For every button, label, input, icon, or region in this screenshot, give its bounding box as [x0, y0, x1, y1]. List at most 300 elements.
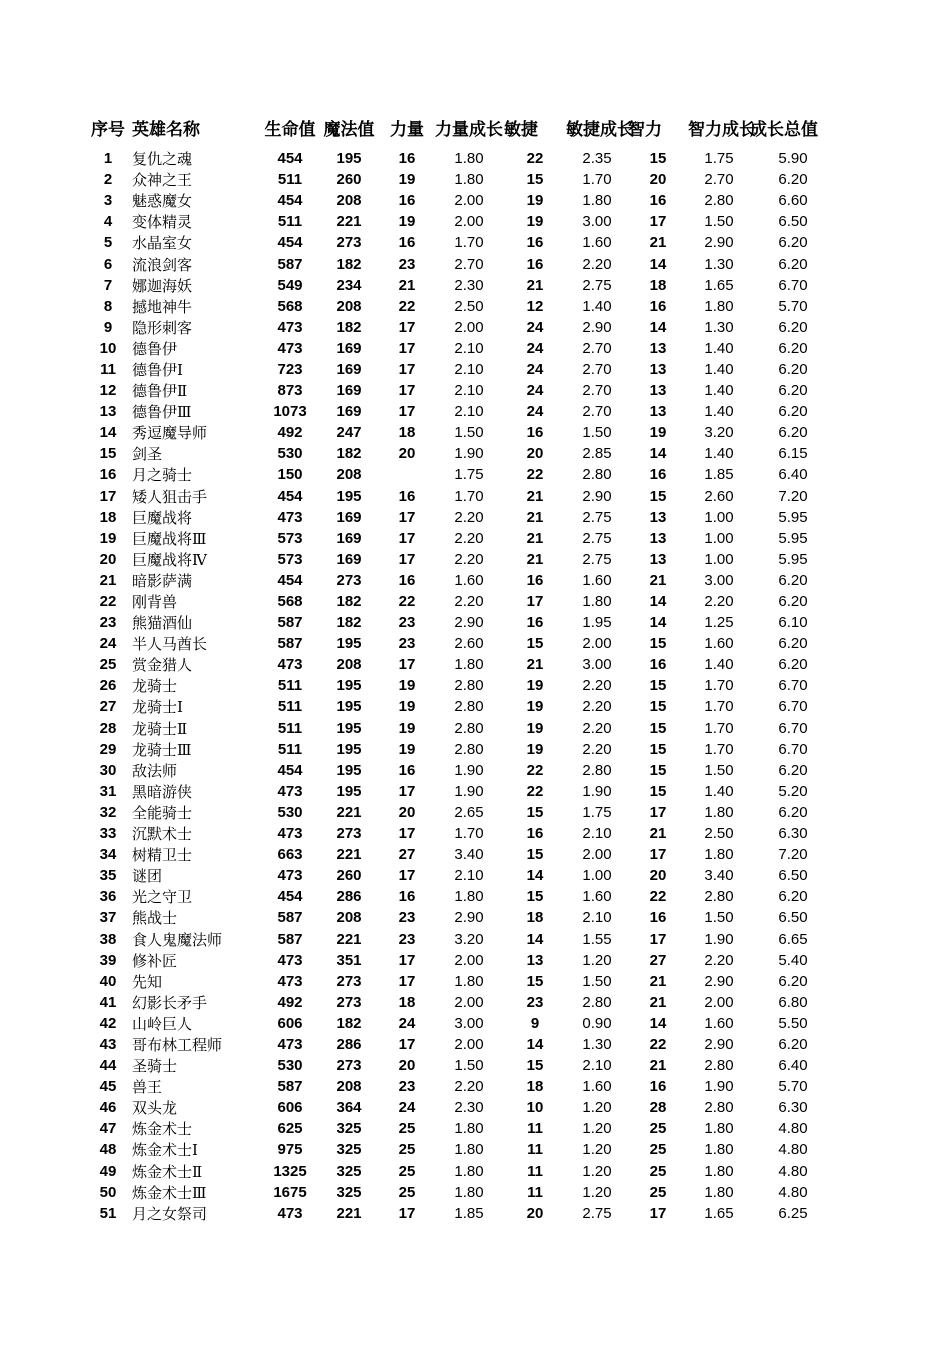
cell-hp: 454	[277, 761, 303, 779]
cell-mana: 273	[336, 825, 362, 843]
cell-agility: 16	[526, 614, 544, 632]
cell-intelligence-growth: 1.90	[704, 930, 734, 948]
cell-mana: 195	[336, 740, 362, 758]
cell-intelligence: 25	[649, 1120, 667, 1138]
table-row	[88, 907, 836, 928]
cell-strength-growth: 2.10	[454, 867, 484, 885]
cell-intelligence: 16	[649, 297, 667, 315]
cell-hp: 473	[277, 782, 303, 800]
cell-agility-growth: 1.20	[582, 1120, 612, 1138]
cell-hp: 625	[277, 1120, 303, 1138]
cell-strength: 17	[398, 529, 416, 547]
cell-index: 15	[99, 445, 117, 463]
cell-index: 22	[99, 593, 117, 611]
cell-hero-name: 秀逗魔导师	[132, 424, 208, 443]
cell-agility-growth: 2.70	[582, 339, 612, 357]
cell-hp: 150	[277, 466, 303, 484]
cell-agility: 21	[526, 529, 544, 547]
cell-intelligence-growth: 2.00	[704, 993, 734, 1011]
cell-hero-name: 敌法师	[132, 761, 178, 780]
cell-hero-name: 山岭巨人	[132, 1014, 193, 1033]
cell-agility-growth: 1.50	[582, 972, 612, 990]
cell-strength: 20	[398, 803, 416, 821]
cell-agility: 20	[526, 445, 544, 463]
cell-agility-growth: 2.10	[582, 825, 612, 843]
table-row	[88, 549, 836, 570]
cell-hp: 587	[277, 930, 303, 948]
cell-index: 30	[99, 761, 117, 779]
cell-strength: 17	[398, 782, 416, 800]
cell-intelligence-growth: 1.85	[704, 466, 734, 484]
cell-mana: 195	[336, 719, 362, 737]
cell-intelligence-growth: 1.60	[704, 635, 734, 653]
cell-hp: 723	[277, 360, 303, 378]
cell-intelligence-growth: 1.00	[704, 508, 734, 526]
cell-agility-growth: 2.75	[582, 508, 612, 526]
cell-intelligence: 17	[649, 846, 667, 864]
cell-intelligence: 17	[649, 1204, 667, 1222]
cell-index: 50	[99, 1183, 117, 1201]
cell-mana: 182	[336, 614, 362, 632]
cell-strength-growth: 1.90	[454, 761, 484, 779]
cell-agility: 11	[527, 1120, 543, 1138]
cell-intelligence-growth: 1.70	[704, 740, 734, 758]
cell-strength-growth: 2.65	[454, 803, 484, 821]
cell-agility-growth: 1.80	[582, 192, 612, 210]
cell-intelligence: 13	[649, 508, 667, 526]
cell-hero-name: 兽王	[132, 1078, 163, 1097]
cell-strength: 19	[398, 677, 416, 695]
cell-index: 48	[99, 1141, 117, 1159]
cell-strength-growth: 2.60	[454, 635, 484, 653]
cell-total-growth: 6.20	[778, 888, 808, 906]
cell-mana: 208	[336, 656, 362, 674]
cell-strength-growth: 2.00	[454, 951, 484, 969]
cell-hero-name: 水晶室女	[132, 234, 193, 253]
cell-hero-name: 圣骑士	[132, 1057, 178, 1076]
cell-intelligence: 13	[649, 529, 667, 547]
cell-index: 18	[99, 508, 117, 526]
cell-intelligence-growth: 1.80	[704, 1141, 734, 1159]
cell-index: 20	[99, 550, 117, 568]
table-row	[88, 359, 836, 380]
table-row	[88, 992, 836, 1013]
cell-intelligence-growth: 1.90	[704, 1078, 734, 1096]
cell-agility-growth: 2.00	[582, 846, 612, 864]
cell-strength: 17	[398, 1204, 416, 1222]
cell-intelligence: 15	[649, 740, 667, 758]
cell-intelligence: 15	[649, 761, 667, 779]
cell-agility: 24	[526, 403, 544, 421]
cell-hero-name: 暗影萨满	[132, 571, 193, 590]
cell-intelligence: 15	[649, 150, 667, 168]
table-row	[88, 823, 836, 844]
cell-total-growth: 6.30	[778, 825, 808, 843]
cell-agility-growth: 1.55	[582, 930, 612, 948]
cell-strength-growth: 2.70	[454, 255, 484, 273]
cell-index: 29	[99, 740, 117, 758]
cell-mana: 169	[336, 550, 362, 568]
cell-agility: 22	[526, 466, 544, 484]
cell-intelligence: 21	[649, 1057, 667, 1075]
cell-hero-name: 变体精灵	[132, 213, 193, 232]
cell-intelligence-growth: 1.80	[704, 1183, 734, 1201]
cell-intelligence: 14	[649, 593, 667, 611]
cell-hero-name: 矮人狙击手	[132, 487, 208, 506]
cell-agility: 10	[526, 1099, 544, 1117]
cell-hp: 573	[277, 550, 303, 568]
cell-agility: 24	[526, 318, 544, 336]
cell-mana: 195	[336, 761, 362, 779]
cell-hero-name: 月之骑士	[132, 466, 193, 485]
cell-total-growth: 6.20	[778, 761, 808, 779]
cell-strength-growth: 1.80	[454, 171, 484, 189]
cell-total-growth: 5.95	[778, 529, 808, 547]
cell-intelligence-growth: 2.80	[704, 192, 734, 210]
cell-index: 35	[99, 867, 117, 885]
cell-index: 13	[99, 403, 117, 421]
cell-strength: 24	[398, 1014, 416, 1032]
cell-intelligence: 15	[649, 677, 667, 695]
cell-strength: 17	[398, 382, 416, 400]
cell-total-growth: 6.25	[778, 1204, 808, 1222]
cell-hp: 975	[277, 1141, 303, 1159]
cell-index: 44	[99, 1057, 117, 1075]
cell-hero-name: 哥布林工程师	[132, 1035, 223, 1054]
cell-mana: 195	[336, 150, 362, 168]
cell-intelligence: 21	[649, 234, 667, 252]
cell-mana: 208	[336, 192, 362, 210]
cell-agility: 11	[527, 1183, 543, 1201]
cell-hero-name: 食人鬼魔法师	[132, 930, 223, 949]
cell-strength-growth: 2.10	[454, 403, 484, 421]
cell-total-growth: 6.70	[778, 719, 808, 737]
cell-hero-name: 隐形刺客	[132, 318, 193, 337]
table-row	[88, 844, 836, 865]
cell-index: 43	[99, 1035, 117, 1053]
cell-total-growth: 6.80	[778, 993, 808, 1011]
cell-agility-growth: 1.60	[582, 571, 612, 589]
table-row	[88, 1161, 836, 1182]
cell-strength-growth: 2.00	[454, 1035, 484, 1053]
cell-strength: 16	[398, 150, 416, 168]
table-row	[88, 296, 836, 317]
cell-agility-growth: 1.20	[582, 1183, 612, 1201]
cell-mana: 273	[336, 993, 362, 1011]
cell-intelligence-growth: 1.70	[704, 719, 734, 737]
cell-hero-name: 月之女祭司	[132, 1204, 208, 1223]
cell-total-growth: 4.80	[778, 1120, 808, 1138]
cell-hero-name: 树精卫士	[132, 846, 193, 865]
cell-strength: 16	[398, 761, 416, 779]
table-row	[88, 1055, 836, 1076]
table-row	[88, 443, 836, 464]
cell-strength-growth: 2.00	[454, 993, 484, 1011]
cell-intelligence-growth: 2.80	[704, 1099, 734, 1117]
cell-total-growth: 6.20	[778, 424, 808, 442]
cell-index: 42	[99, 1014, 117, 1032]
cell-mana: 221	[336, 1204, 362, 1222]
cell-agility: 16	[526, 234, 544, 252]
table-row	[88, 865, 836, 886]
cell-agility: 24	[526, 382, 544, 400]
cell-hp: 606	[277, 1014, 303, 1032]
cell-mana: 208	[336, 466, 362, 484]
cell-intelligence-growth: 1.40	[704, 445, 734, 463]
cell-mana: 273	[336, 972, 362, 990]
cell-index: 11	[100, 360, 116, 378]
cell-agility-growth: 2.85	[582, 445, 612, 463]
table-row	[88, 232, 836, 253]
cell-hero-name: 光之守卫	[132, 888, 193, 907]
cell-mana: 208	[336, 1078, 362, 1096]
cell-strength: 17	[398, 972, 416, 990]
cell-hp: 587	[277, 909, 303, 927]
cell-intelligence-growth: 1.40	[704, 339, 734, 357]
table-row	[88, 760, 836, 781]
cell-index: 17	[99, 487, 117, 505]
hero-stats-sheet	[88, 114, 838, 1224]
cell-index: 26	[99, 677, 117, 695]
cell-hp: 473	[277, 825, 303, 843]
cell-hp: 1325	[273, 1162, 307, 1180]
cell-hero-name: 炼金术士	[132, 1120, 193, 1139]
cell-hero-name: 全能骑士	[132, 803, 193, 822]
cell-index: 28	[99, 719, 117, 737]
cell-agility-growth: 2.70	[582, 360, 612, 378]
cell-agility: 14	[526, 1035, 544, 1053]
cell-agility-growth: 1.80	[582, 593, 612, 611]
cell-strength: 24	[398, 1099, 416, 1117]
table-row	[88, 338, 836, 359]
cell-intelligence: 14	[649, 1014, 667, 1032]
cell-total-growth: 4.80	[778, 1162, 808, 1180]
cell-hero-name: 巨魔战将Ⅲ	[132, 529, 207, 548]
table-row	[88, 317, 836, 338]
cell-strength-growth: 2.30	[454, 1099, 484, 1117]
cell-intelligence-growth: 1.80	[704, 297, 734, 315]
hero-stats-table	[88, 114, 836, 1224]
cell-hero-name: 龙骑士Ⅱ	[132, 719, 188, 738]
cell-agility-growth: 2.80	[582, 466, 612, 484]
cell-agility-growth: 1.50	[582, 424, 612, 442]
column-header-strength: 力量	[390, 119, 424, 139]
cell-agility-growth: 1.20	[582, 1099, 612, 1117]
cell-mana: 273	[336, 1057, 362, 1075]
cell-hp: 568	[277, 297, 303, 315]
cell-agility: 23	[526, 993, 544, 1011]
cell-hero-name: 赏金猎人	[132, 656, 193, 675]
cell-mana: 182	[336, 593, 362, 611]
cell-agility-growth: 1.75	[582, 803, 612, 821]
cell-agility: 17	[526, 593, 544, 611]
table-row	[88, 401, 836, 422]
cell-intelligence: 21	[649, 571, 667, 589]
cell-intelligence: 16	[649, 192, 667, 210]
cell-agility: 15	[526, 846, 544, 864]
cell-hp: 511	[277, 171, 303, 189]
cell-agility-growth: 1.60	[582, 234, 612, 252]
cell-intelligence-growth: 1.40	[704, 360, 734, 378]
cell-hero-name: 娜迦海妖	[132, 276, 193, 295]
cell-strength-growth: 2.80	[454, 677, 484, 695]
cell-strength-growth: 1.50	[454, 1057, 484, 1075]
cell-strength-growth: 1.50	[454, 424, 484, 442]
cell-mana: 234	[336, 276, 362, 294]
cell-index: 41	[99, 993, 117, 1011]
cell-index: 5	[103, 234, 113, 252]
cell-hero-name: 龙骑士	[132, 677, 178, 696]
cell-intelligence: 25	[649, 1162, 667, 1180]
cell-hp: 530	[277, 803, 303, 821]
cell-hero-name: 炼金术士Ⅲ	[132, 1183, 207, 1202]
cell-intelligence: 14	[649, 614, 667, 632]
cell-index: 27	[99, 698, 117, 716]
cell-index: 46	[99, 1099, 117, 1117]
cell-mana: 351	[336, 951, 362, 969]
cell-agility: 21	[526, 487, 544, 505]
cell-hero-name: 沉默术士	[132, 825, 193, 844]
cell-agility: 24	[526, 360, 544, 378]
cell-hp: 473	[277, 972, 303, 990]
cell-strength: 22	[398, 297, 416, 315]
table-row	[88, 1203, 836, 1224]
cell-total-growth: 6.20	[778, 593, 808, 611]
cell-mana: 273	[336, 571, 362, 589]
cell-hero-name: 谜团	[132, 867, 163, 886]
cell-index: 39	[99, 951, 117, 969]
cell-agility-growth: 1.40	[582, 297, 612, 315]
cell-intelligence: 14	[649, 445, 667, 463]
cell-strength: 17	[398, 508, 416, 526]
cell-strength-growth: 3.00	[454, 1014, 484, 1032]
cell-strength-growth: 2.00	[454, 213, 484, 231]
cell-index: 10	[99, 339, 117, 357]
cell-agility-growth: 1.00	[582, 867, 612, 885]
cell-intelligence-growth: 1.30	[704, 255, 734, 273]
cell-strength: 20	[398, 1057, 416, 1075]
cell-index: 23	[99, 614, 117, 632]
cell-agility: 21	[526, 276, 544, 294]
cell-intelligence: 25	[649, 1141, 667, 1159]
cell-hp: 473	[277, 867, 303, 885]
cell-strength-growth: 1.80	[454, 1183, 484, 1201]
cell-strength: 23	[398, 635, 416, 653]
cell-strength: 18	[398, 993, 416, 1011]
cell-agility: 9	[530, 1014, 540, 1032]
cell-total-growth: 6.20	[778, 171, 808, 189]
cell-intelligence-growth: 2.20	[704, 593, 734, 611]
cell-total-growth: 6.20	[778, 339, 808, 357]
table-row	[88, 802, 836, 823]
cell-hero-name: 先知	[132, 972, 163, 991]
cell-agility: 15	[526, 171, 544, 189]
column-header-index: 序号	[91, 119, 125, 139]
cell-agility: 11	[527, 1162, 543, 1180]
table-row	[88, 1118, 836, 1139]
cell-total-growth: 6.50	[778, 867, 808, 885]
cell-agility: 19	[526, 740, 544, 758]
cell-hero-name: 德鲁伊	[132, 339, 178, 358]
cell-intelligence-growth: 1.40	[704, 382, 734, 400]
cell-intelligence-growth: 1.60	[704, 1014, 734, 1032]
cell-strength: 17	[398, 339, 416, 357]
cell-total-growth: 6.20	[778, 382, 808, 400]
cell-intelligence: 15	[649, 719, 667, 737]
cell-agility: 11	[527, 1141, 543, 1159]
table-row	[88, 781, 836, 802]
cell-index: 25	[99, 656, 117, 674]
cell-agility: 22	[526, 761, 544, 779]
cell-hero-name: 黑暗游侠	[132, 782, 193, 801]
cell-hero-name: 熊战士	[132, 909, 178, 928]
cell-hp: 549	[277, 276, 303, 294]
cell-hp: 1675	[273, 1183, 307, 1201]
cell-hero-name: 龙骑士Ⅲ	[132, 740, 192, 759]
cell-strength: 17	[398, 867, 416, 885]
cell-strength-growth: 1.80	[454, 888, 484, 906]
cell-intelligence: 13	[649, 550, 667, 568]
column-header-intelligence: 智力	[628, 119, 662, 139]
cell-hero-name: 众神之王	[132, 171, 193, 190]
cell-total-growth: 6.20	[778, 803, 808, 821]
cell-strength-growth: 1.80	[454, 972, 484, 990]
cell-agility-growth: 2.75	[582, 550, 612, 568]
cell-index: 40	[99, 972, 117, 990]
cell-intelligence-growth: 2.20	[704, 951, 734, 969]
cell-mana: 325	[336, 1141, 362, 1159]
cell-strength: 19	[398, 213, 416, 231]
cell-total-growth: 6.65	[778, 930, 808, 948]
table-row	[88, 950, 836, 971]
cell-intelligence-growth: 1.70	[704, 677, 734, 695]
cell-intelligence-growth: 2.80	[704, 888, 734, 906]
cell-intelligence-growth: 1.65	[704, 276, 734, 294]
cell-strength: 22	[398, 593, 416, 611]
table-row	[88, 1139, 836, 1160]
cell-mana: 325	[336, 1183, 362, 1201]
cell-mana: 208	[336, 297, 362, 315]
cell-strength: 16	[398, 192, 416, 210]
cell-total-growth: 6.20	[778, 360, 808, 378]
cell-strength: 17	[398, 951, 416, 969]
cell-intelligence: 22	[649, 1035, 667, 1053]
table-row	[88, 148, 836, 169]
table-row	[88, 507, 836, 528]
cell-strength-growth: 1.90	[454, 782, 484, 800]
cell-index: 6	[103, 255, 113, 273]
cell-mana: 195	[336, 487, 362, 505]
column-header-total-growth: 成长总值	[750, 119, 818, 139]
cell-intelligence-growth: 1.40	[704, 403, 734, 421]
cell-index: 7	[103, 276, 113, 294]
cell-strength: 23	[398, 909, 416, 927]
table-row	[88, 675, 836, 696]
cell-hp: 473	[277, 951, 303, 969]
cell-mana: 221	[336, 846, 362, 864]
cell-strength-growth: 3.40	[454, 846, 484, 864]
cell-hp: 454	[277, 888, 303, 906]
cell-hp: 511	[277, 677, 303, 695]
cell-index: 33	[99, 825, 117, 843]
cell-agility-growth: 1.95	[582, 614, 612, 632]
cell-intelligence-growth: 1.00	[704, 550, 734, 568]
cell-agility: 19	[526, 213, 544, 231]
header-row	[88, 114, 836, 148]
cell-hp: 663	[277, 846, 303, 864]
cell-intelligence: 15	[649, 698, 667, 716]
cell-hp: 568	[277, 593, 303, 611]
